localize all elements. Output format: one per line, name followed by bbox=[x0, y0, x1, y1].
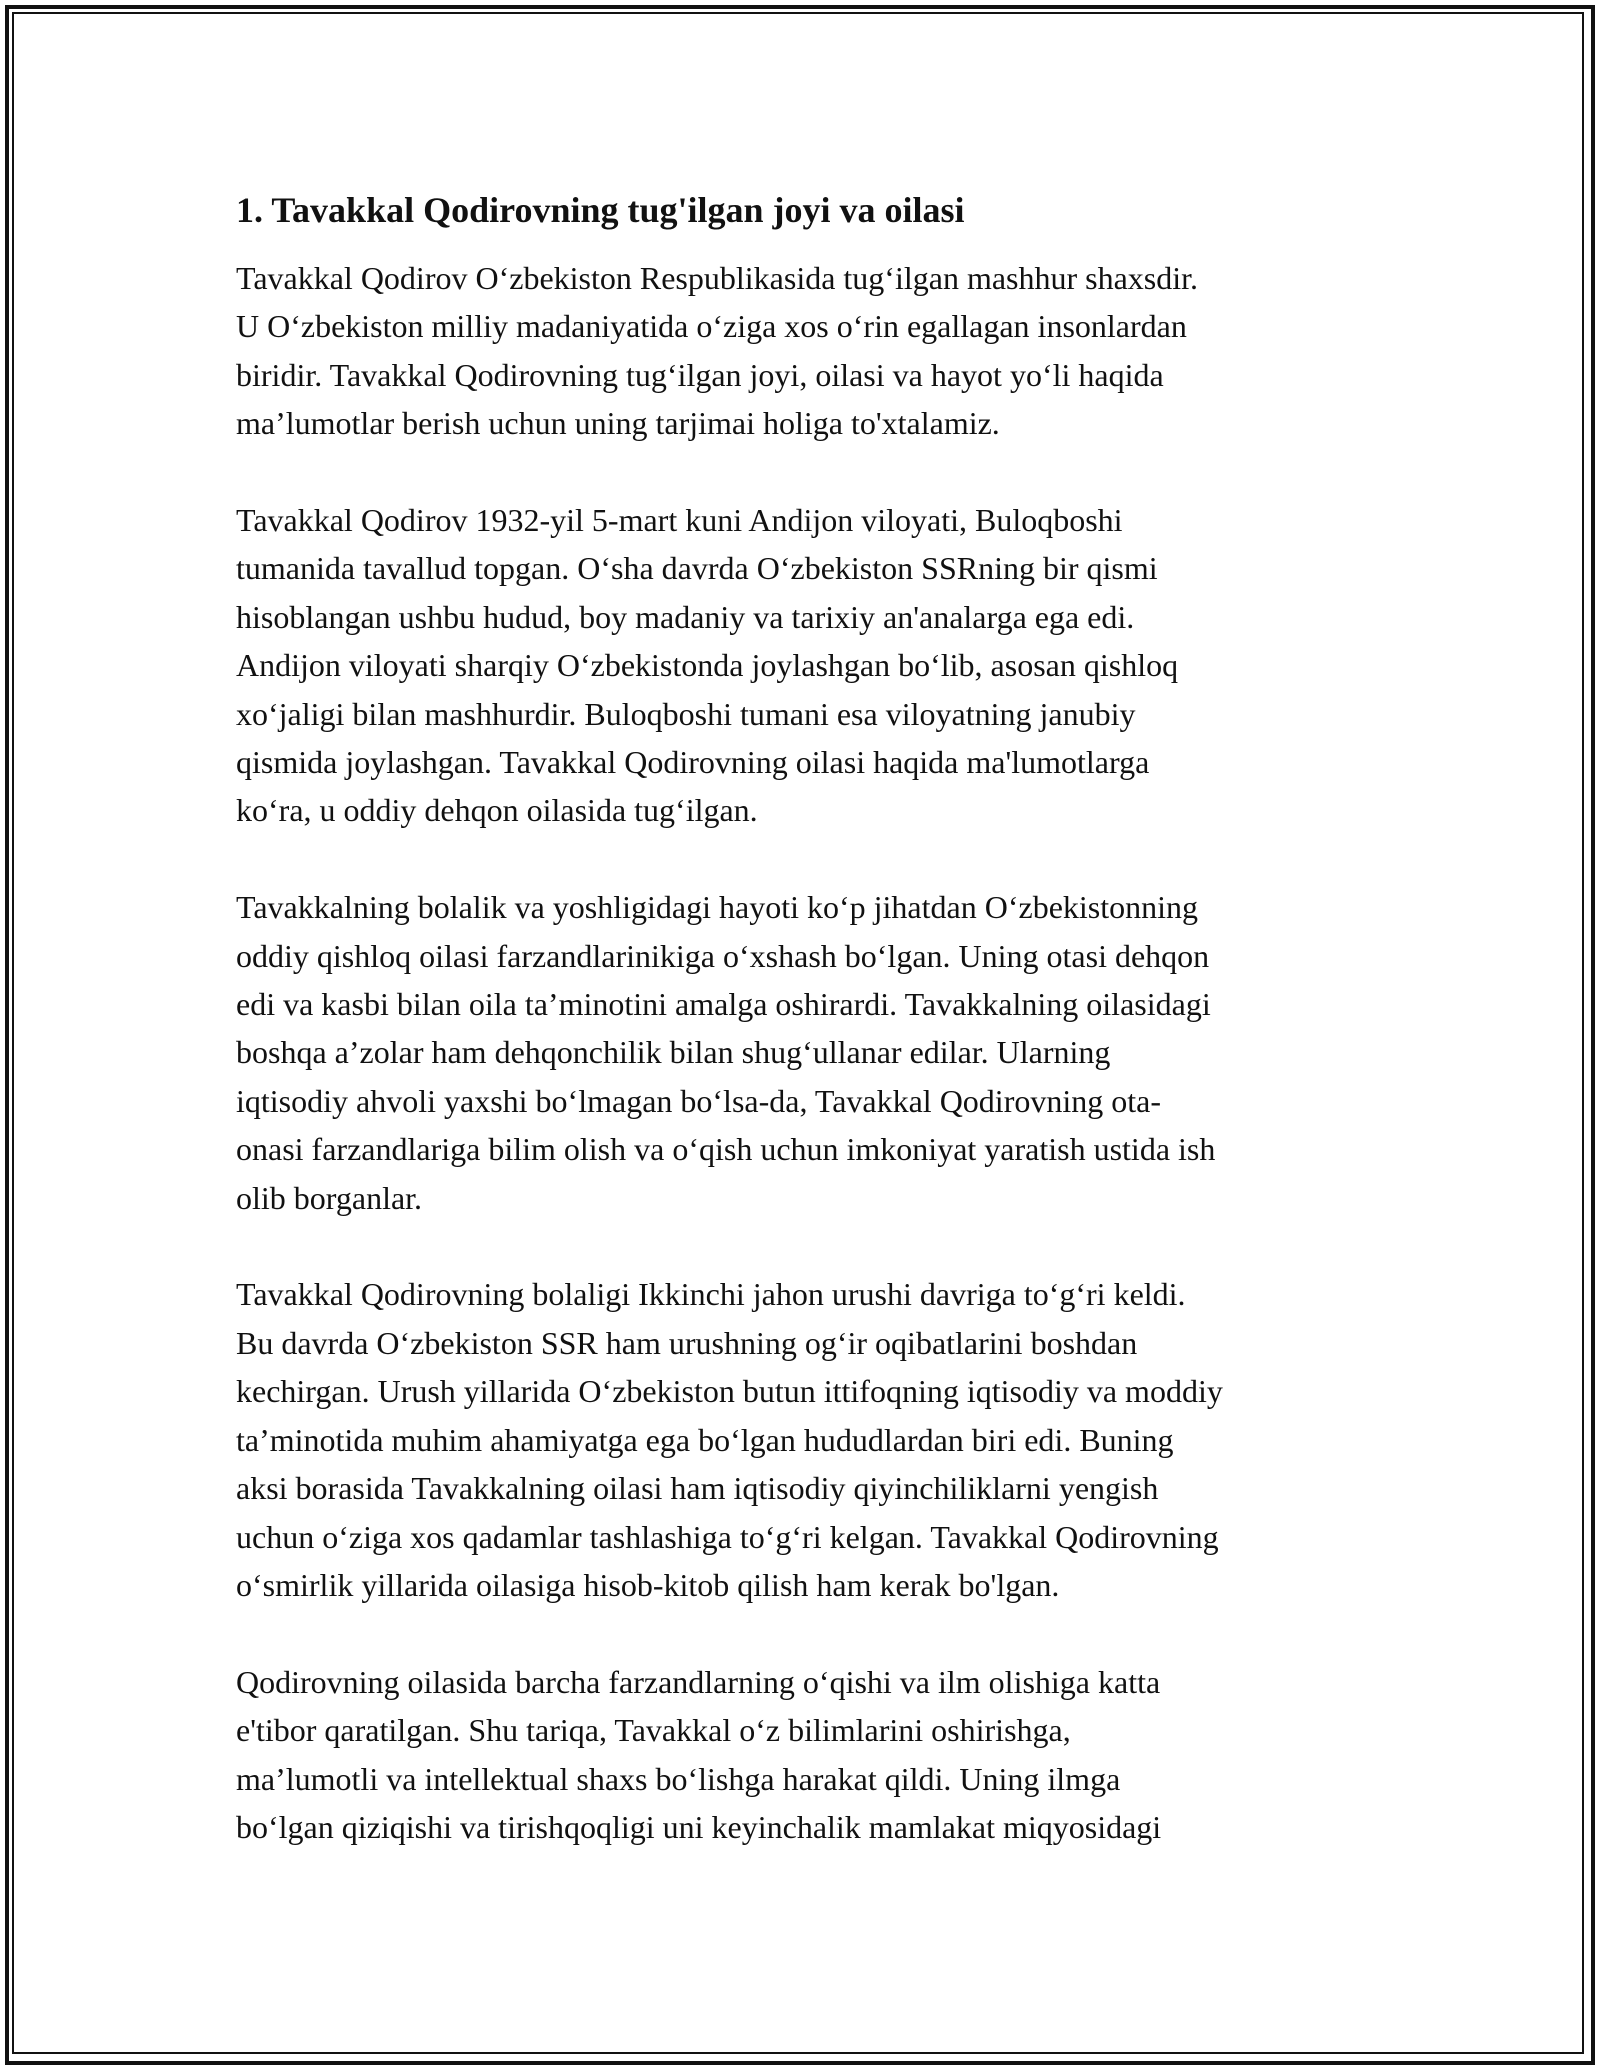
text-line: Qodirovning oilasida barcha farzandlarning oʻqishi va ilm olishiga katta bbox=[236, 1663, 1161, 1700]
text-line: xoʻjaligi bilan mashhurdir. Buloqboshi tumani esa viloyatning janubiy bbox=[236, 695, 1136, 732]
text-line: uchun oʻziga xos qadamlar tashlashiga toʻgʻri kelgan. Tavakkal Qodirovning bbox=[236, 1518, 1219, 1555]
text-line: onasi farzandlariga bilim olish va oʻqish uchun imkoniyat yaratish ustida ish bbox=[236, 1131, 1216, 1168]
text-line: ma’lumotlar berish uchun uning tarjimai holiga to'xtalamiz. bbox=[236, 405, 1000, 442]
paragraph-3 bbox=[236, 883, 1376, 1222]
paragraph-5 bbox=[236, 1658, 1376, 1852]
text-line: ma’lumotli va intellektual shaxs boʻlishga harakat qildi. Uning ilmga bbox=[236, 1760, 1121, 1797]
text-line: oʻsmirlik yillarida oilasiga hisob-kitob qilish ham kerak bo'lgan. bbox=[236, 1566, 1060, 1603]
document-body bbox=[236, 186, 1376, 1900]
text-line: hisoblangan ushbu hudud, boy madaniy va tarixiy an'analarga ega edi. bbox=[236, 598, 1135, 635]
text-line: qismida joylashgan. Tavakkal Qodirovning oilasi haqida ma'lumotlarga bbox=[236, 744, 1150, 781]
paragraph-4 bbox=[236, 1270, 1376, 1609]
text-line: boʻlgan qiziqishi va tirishqoqligi uni keyinchalik mamlakat miqyosidagi bbox=[236, 1808, 1162, 1845]
text-line: oddiy qishloq oilasi farzandlarinikiga oʻxshash boʻlgan. Uning otasi dehqon bbox=[236, 937, 1210, 974]
text-line: Tavakkalning bolalik va yoshligidagi hayoti koʻp jihatdan Oʻzbekistonning bbox=[236, 889, 1199, 926]
text-line: edi va kasbi bilan oila ta’minotini amalga oshirardi. Tavakkalning oilasidagi bbox=[236, 986, 1211, 1023]
text-line: U Oʻzbekiston milliy madaniyatida oʻziga xos oʻrin egallagan insonlardan bbox=[236, 308, 1187, 345]
paragraph-1 bbox=[236, 254, 1376, 448]
paragraph-list bbox=[236, 254, 1376, 1851]
text-line: biridir. Tavakkal Qodirovning tugʻilgan joyi, oilasi va hayot yoʻli haqida bbox=[236, 356, 1164, 393]
text-line: ta’minotida muhim ahamiyatga ega boʻlgan hududlardan biri edi. Buning bbox=[236, 1421, 1174, 1458]
text-line: Tavakkal Qodirovning bolaligi Ikkinchi jahon urushi davriga toʻgʻri keldi. bbox=[236, 1276, 1186, 1313]
text-line: Bu davrda Oʻzbekiston SSR ham urushning ogʻir oqibatlarini boshdan bbox=[236, 1324, 1138, 1361]
text-line: Tavakkal Qodirov 1932-yil 5-mart kuni Andijon viloyati, Buloqboshi bbox=[236, 502, 1123, 539]
paragraph-2 bbox=[236, 496, 1376, 835]
text-line: boshqa a’zolar ham dehqonchilik bilan shugʻullanar edilar. Ularning bbox=[236, 1034, 1111, 1071]
text-line: Andijon viloyati sharqiy Oʻzbekistonda joylashgan boʻlib, asosan qishloq bbox=[236, 647, 1179, 684]
text-line: olib borganlar. bbox=[236, 1179, 423, 1216]
text-line: aksi borasida Tavakkalning oilasi ham iqtisodiy qiyinchiliklarni yengish bbox=[236, 1470, 1159, 1507]
text-line: tumanida tavallud topgan. Oʻsha davrda Oʻzbekiston SSRning bir qismi bbox=[236, 550, 1158, 587]
section-heading: 1. Tavakkal Qodirovning tug'ilgan joyi va oilasi bbox=[236, 190, 965, 230]
text-line: kechirgan. Urush yillarida Oʻzbekiston butun ittifoqning iqtisodiy va moddiy bbox=[236, 1373, 1223, 1410]
text-line: e'tibor qaratilgan. Shu tariqa, Tavakkal oʻz bilimlarini oshirishga, bbox=[236, 1712, 1071, 1749]
text-line: Tavakkal Qodirov Oʻzbekiston Respublikasida tugʻilgan mashhur shaxsdir. bbox=[236, 260, 1199, 296]
text-line: koʻra, u oddiy dehqon oilasida tugʻilgan. bbox=[236, 792, 758, 829]
text-line: iqtisodiy ahvoli yaxshi boʻlmagan boʻlsa-da, Tavakkal Qodirovning ota- bbox=[236, 1082, 1161, 1119]
